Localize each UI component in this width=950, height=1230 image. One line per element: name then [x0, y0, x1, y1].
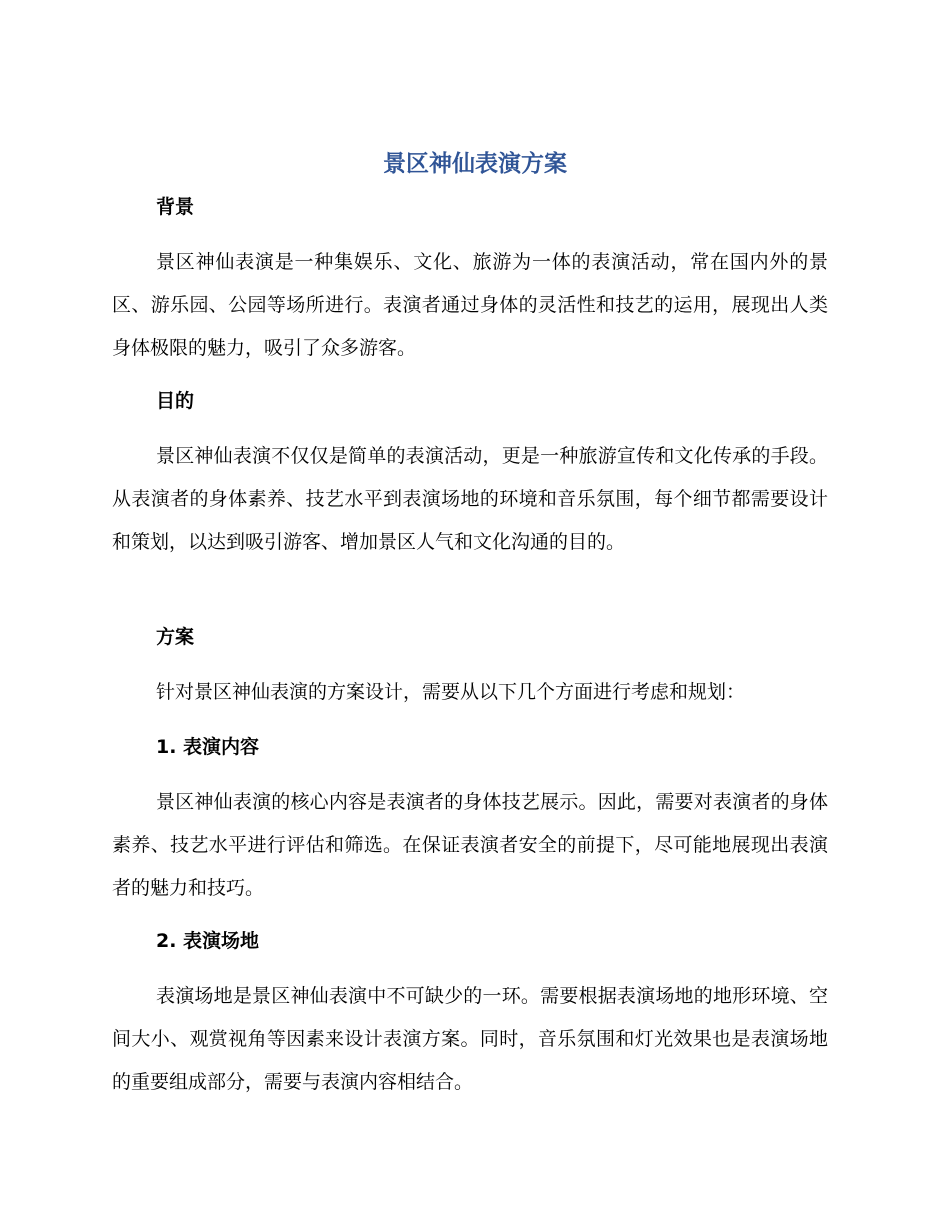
section-heading-purpose: 目的: [156, 390, 195, 412]
section-heading-performance-venue: 2. 表演场地: [156, 930, 260, 952]
section-heading-performance-content: 1. 表演内容: [156, 736, 260, 758]
section-heading-background: 背景: [156, 196, 195, 218]
paragraph-performance-content: 景区神仙表演的核心内容是表演者的身体技艺展示。因此，需要对表演者的身体素养、技艺水平进行评估和筛选。在保证表演者安全的前提下，尽可能地展现出表演者的魅力和技巧。: [112, 791, 828, 899]
paragraph-plan: 针对景区神仙表演的方案设计，需要从以下几个方面进行考虑和规划：: [156, 681, 746, 703]
document-title: 景区神仙表演方案: [383, 151, 567, 177]
section-heading-plan: 方案: [156, 626, 195, 648]
paragraph-purpose: 景区神仙表演不仅仅是简单的表演活动，更是一种旅游宣传和文化传承的手段。从表演者的身体素养、技艺水平到表演场地的环境和音乐氛围，每个细节都需要设计和策划，以达到吸引游客、增加景区人气和文化沟通的目的。: [112, 445, 828, 553]
paragraph-performance-venue: 表演场地是景区神仙表演中不可缺少的一环。需要根据表演场地的地形环境、空间大小、观赏视角等因素来设计表演方案。同时，音乐氛围和灯光效果也是表演场地的重要组成部分，需要与表演内容相结合。: [112, 985, 828, 1093]
paragraph-background: 景区神仙表演是一种集娱乐、文化、旅游为一体的表演活动，常在国内外的景区、游乐园、公园等场所进行。表演者通过身体的灵活性和技艺的运用，展现出人类身体极限的魅力，吸引了众多游客。: [112, 251, 828, 359]
